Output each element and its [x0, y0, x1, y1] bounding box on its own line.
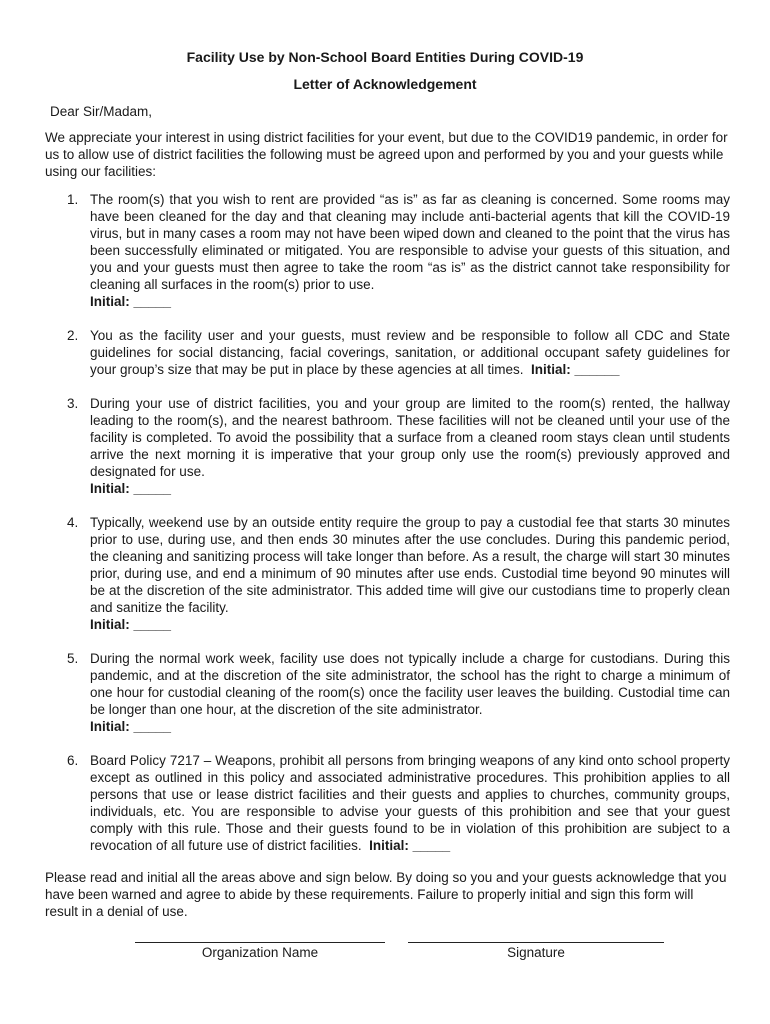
item-text: During your use of district facilities, you and your group are limited to the room(s) rented, the hallway leading to the room(s), and the nearest bathroom. These facilities will not be cleaned until your use of the facility is completed. To avoid the possibility that a surface from a cleaned room stays clean until students arrive the next morning it is imperative that your group only use the room(s) previously approved and designated for use. [90, 396, 730, 479]
intro-paragraph: We appreciate your interest in using district facilities for your event, but due to the COVID19 pandemic, in order for us to allow use of district facilities the following must be agreed upon and performed by you and your guests while using our facilities: [45, 130, 728, 179]
item-text: Typically, weekend use by an outside entity require the group to pay a custodial fee that starts 30 minutes prior to use, during use, and then ends 30 minutes after the use concludes. During this pandemic period, the cleaning and sanitizing process will take longer than before. As a result, the charge will start 30 minutes prior, during use, and end a minimum of 90 minutes after use ends. Custodial time beyond 90 minutes will be at the discretion of the site administrator. This added time will give our custodians time to properly clean and sanitize the facility. [90, 515, 730, 615]
list-item [45, 327, 730, 378]
requirements-list [45, 191, 730, 871]
item-text: Board Policy 7217 – Weapons, prohibit all persons from bringing weapons of any kind onto school property except as outlined in this policy and associated administrative procedures. This prohibition applies to all persons that use or lease district facilities and their guests and applies to churches, community groups, individuals, etc. You are responsible to advise your guests of this prohibition and see that your guest comply with this rule. Those and their guests found to be in violation of this prohibition are subject to a revocation of all future use of district facilities. [90, 753, 730, 853]
item-text: You as the facility user and your guests, must review and be responsible to follow all CDC and State guidelines for social distancing, facial coverings, sanitation, or additional occupant safety guidelines for your group’s size that may be put in place by these agencies at all times. [90, 328, 730, 377]
list-item [45, 752, 730, 854]
list-item [45, 395, 730, 497]
closing-paragraph: Please read and initial all the areas above and sign below. By doing so you and your guests acknowledge that you have been warned and agree to abide by these requirements. Failure to properly initial and sign this form will result in a denial of use. [45, 870, 727, 919]
list-item [45, 191, 730, 310]
item-number: 4. [67, 515, 79, 530]
item-number: 3. [67, 396, 79, 411]
item-text: During the normal work week, facility use does not typically include a charge for custodians. During this pandemic, and at the discretion of the site administrator, the school has the right to charge a minimum of one hour for custodial cleaning of the room(s) once the facility user leaves the building. Custodial time can be longer than one hour, at the discretion of the site administrator. [90, 651, 730, 717]
initial-field[interactable]: Initial: _____ [369, 838, 451, 853]
initial-field[interactable]: Initial: ______ [531, 362, 620, 377]
initial-field[interactable]: Initial: _____ [90, 294, 172, 309]
initial-field[interactable]: Initial: _____ [90, 481, 172, 496]
item-number: 5. [67, 651, 79, 666]
item-number: 2. [67, 328, 79, 343]
organization-name-line[interactable] [135, 928, 385, 943]
organization-name-label: Organization Name [201, 945, 319, 960]
list-item [45, 514, 730, 633]
initial-field[interactable]: Initial: _____ [90, 719, 172, 734]
signature-label: Signature [507, 945, 565, 960]
document-title: Facility Use by Non-School Board Entities During COVID-19 [186, 49, 584, 65]
salutation: Dear Sir/Madam, [50, 104, 153, 119]
document-subtitle: Letter of Acknowledgement [293, 76, 477, 92]
item-text: The room(s) that you wish to rent are provided “as is” as far as cleaning is concerned. Some rooms may have been cleaned for the day and that cleaning may include anti-bacterial agents that kill the COVID-19 virus, but in many cases a room may not have been wiped down and cleaned to the point that the virus has been successfully eliminated or mitigated. You are responsible to advise your guests of this situation, and you and your guests must then agree to take the room “as is” as the district cannot take responsibility for cleaning all surfaces in the room(s) prior to use. [90, 192, 730, 292]
item-number: 1. [67, 192, 79, 207]
initial-field[interactable]: Initial: _____ [90, 617, 172, 632]
item-number: 6. [67, 753, 79, 768]
signature-line[interactable] [408, 928, 664, 943]
signature-field[interactable] [408, 928, 664, 960]
list-item [45, 650, 730, 735]
organization-name-field[interactable] [135, 928, 385, 960]
